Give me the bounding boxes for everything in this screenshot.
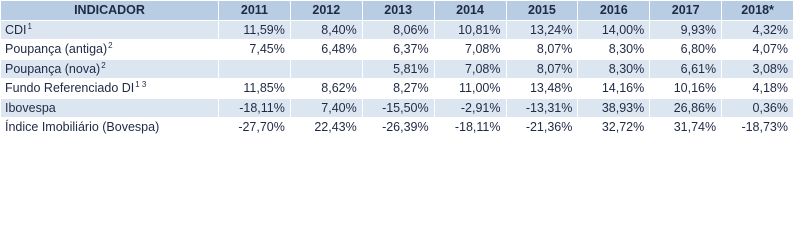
table-row	[1, 20, 794, 40]
table-row	[1, 118, 794, 138]
table-cell: -26,39%	[362, 118, 434, 138]
table-cell: 13,48%	[506, 79, 578, 99]
table-cell: 7,08%	[434, 40, 506, 60]
header-year: 2012	[290, 1, 362, 21]
row-label-text: Ibovespa	[5, 100, 56, 115]
footnote-marker: 1	[27, 21, 32, 31]
table-cell: -15,50%	[362, 98, 434, 118]
row-label-text: Índice Imobiliário (Bovespa)	[5, 120, 160, 135]
table-cell: 13,24%	[506, 20, 578, 40]
table-cell: 6,61%	[650, 59, 722, 79]
header-year: 2011	[219, 1, 291, 21]
table-cell: 8,30%	[578, 40, 650, 60]
row-label-text: Poupança (nova)	[5, 61, 101, 76]
table-cell: 10,81%	[434, 20, 506, 40]
row-label	[1, 118, 219, 138]
table-cell: 7,45%	[219, 40, 291, 60]
table-cell: 11,00%	[434, 79, 506, 99]
table-cell: 11,59%	[219, 20, 291, 40]
table-cell: -18,73%	[722, 118, 794, 138]
table-row	[1, 98, 794, 118]
header-year: 2016	[578, 1, 650, 21]
footnote-marker: 2	[108, 41, 113, 51]
table-cell: 6,80%	[650, 40, 722, 60]
table-cell: -13,31%	[506, 98, 578, 118]
footnote-marker: 1 3	[135, 80, 147, 90]
row-label-text: CDI	[5, 22, 27, 37]
row-label	[1, 40, 219, 60]
table-cell: 7,08%	[434, 59, 506, 79]
header-year: 2015	[506, 1, 578, 21]
footnote-marker: 2	[101, 60, 106, 70]
row-label	[1, 79, 219, 99]
table-cell: 8,07%	[506, 40, 578, 60]
table-cell: 7,40%	[290, 98, 362, 118]
table-cell: 32,72%	[578, 118, 650, 138]
table-cell: 14,00%	[578, 20, 650, 40]
table-cell: -18,11%	[434, 118, 506, 138]
table-cell: 6,48%	[290, 40, 362, 60]
table-cell: 8,40%	[290, 20, 362, 40]
table-cell: 3,08%	[722, 59, 794, 79]
row-label	[1, 98, 219, 118]
header-indicator: INDICADOR	[1, 1, 219, 21]
table-cell: 38,93%	[578, 98, 650, 118]
table-cell: 6,37%	[362, 40, 434, 60]
header-year: 2014	[434, 1, 506, 21]
table-cell	[290, 59, 362, 79]
table-cell: 9,93%	[650, 20, 722, 40]
table-cell: 4,18%	[722, 79, 794, 99]
table-cell: 10,16%	[650, 79, 722, 99]
table-cell: 4,07%	[722, 40, 794, 60]
table-row	[1, 40, 794, 60]
table-cell: -2,91%	[434, 98, 506, 118]
table-cell: 4,32%	[722, 20, 794, 40]
row-label-text: Poupança (antiga)	[5, 42, 108, 57]
header-year: 2018*	[722, 1, 794, 21]
table-row	[1, 79, 794, 99]
row-label	[1, 59, 219, 79]
table-cell: 5,81%	[362, 59, 434, 79]
table-cell: 14,16%	[578, 79, 650, 99]
table-cell: 22,43%	[290, 118, 362, 138]
table-cell: -21,36%	[506, 118, 578, 138]
table-cell: 8,62%	[290, 79, 362, 99]
table-cell: 26,86%	[650, 98, 722, 118]
table-cell: 8,06%	[362, 20, 434, 40]
table-cell: 11,85%	[219, 79, 291, 99]
header-row	[1, 1, 794, 21]
table-cell: 8,27%	[362, 79, 434, 99]
table-cell: -27,70%	[219, 118, 291, 138]
table-cell	[219, 59, 291, 79]
header-year: 2013	[362, 1, 434, 21]
row-label-text: Fundo Referenciado DI	[5, 81, 135, 96]
header-year: 2017	[650, 1, 722, 21]
table-cell: 8,30%	[578, 59, 650, 79]
table-cell: 0,36%	[722, 98, 794, 118]
row-label	[1, 20, 219, 40]
table-cell: 8,07%	[506, 59, 578, 79]
table-cell: 31,74%	[650, 118, 722, 138]
table-cell: -18,11%	[219, 98, 291, 118]
table-row	[1, 59, 794, 79]
